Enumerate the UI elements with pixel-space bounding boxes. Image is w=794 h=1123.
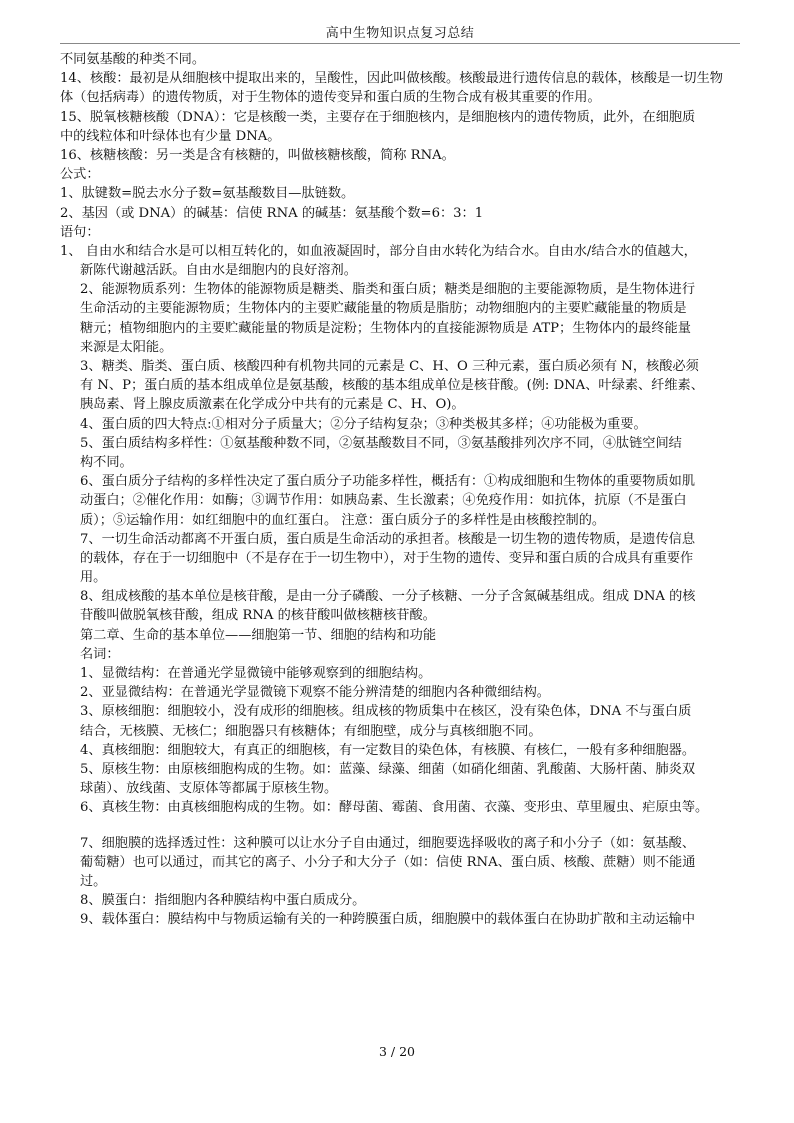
text-line: 第二章、生命的基本单位——细胞第一节、细胞的结构和功能 xyxy=(80,627,437,643)
text-line: 动蛋白；②催化作用：如酶；③调节作用：如胰岛素、生长激素；④免疫作用：如抗体，抗原（不是蛋白 xyxy=(80,493,687,509)
text-line: 14、核酸：最初是从细胞核中提取出来的，呈酸性，因此叫做核酸。核酸最进行遗传信息的载体，核酸是一切生物 xyxy=(60,71,723,87)
text-line: 中的线粒体和叶绿体也有少量 DNA。 xyxy=(60,128,281,144)
text-line: 15、脱氧核糖核酸（DNA）：它是核酸一类，主要存在于细胞核内，是细胞核内的遗传物质，此外，在细胞质 xyxy=(60,109,696,125)
text-line: 质）；⑤运输作用：如红细胞中的血红蛋白。 注意：蛋白质分子的多样性是由核酸控制的。 xyxy=(80,512,606,528)
text-line: 3、糖类、脂类、蛋白质、核酸四种有机物共同的元素是 C、H、O 三种元素，蛋白质必须有 N，核酸必须 xyxy=(80,359,699,374)
text-line: 1、 自由水和结合水是可以相互转化的，如血液凝固时，部分自由水转化为结合水。自由水/结合水的值越大， xyxy=(60,243,697,259)
text-line: 新陈代谢越活跃。自由水是细胞内的良好溶剂。 xyxy=(80,263,357,279)
text-line: 2、亚显微结构：在普通光学显微镜下观察不能分辨清楚的细胞内各种微细结构。 xyxy=(80,685,550,701)
text-line: 8、组成核酸的基本单位是核苷酸，是由一分子磷酸、一分子核糖、一分子含氮碱基组成。组成 DNA 的核 xyxy=(80,589,696,605)
text-line: 的载体，存在于一切细胞中（不是存在于一切生物中），对于生物的遗传、变异和蛋白质的合成具有重要作 xyxy=(80,550,694,566)
text-line: 公式： xyxy=(60,167,100,183)
text-line: 生命活动的主要能源物质；生物体内的主要贮藏能量的物质是脂肪；动物细胞内的主要贮藏能量的物质是 xyxy=(80,301,687,317)
text-line: 糖元；植物细胞内的主要贮藏能量的物质是淀粉；生物体内的直接能源物质是 ATP；生物体内的最终能量 xyxy=(80,320,691,336)
text-line: 语句： xyxy=(60,224,100,240)
paragraph-gap xyxy=(60,818,744,834)
text-line: 体（包括病毒）的遗传物质，对于生物体的遗传变异和蛋白质的生物合成有极其重要的作用。 xyxy=(60,90,601,106)
page-header-title: 高中生物知识点复习总结 xyxy=(325,26,475,41)
text-line: 葡萄糖）也可以通过，而其它的离子、小分子和大分子（如：信使 RNA、蛋白质、核酸、蔗糖）则不能通 xyxy=(80,854,696,870)
page-number: 3 / 20 xyxy=(378,1044,416,1059)
text-line: 名词： xyxy=(80,646,120,662)
text-line: 有 N、P；蛋白质的基本组成单位是氨基酸，核酸的基本组成单位是核苷酸。(例: DNA、叶绿素、纤维素、 xyxy=(80,378,704,394)
text-line: 来源是太阳能。 xyxy=(80,339,173,355)
text-line: 过。 xyxy=(80,873,107,889)
text-line: 苷酸叫做脱氧核苷酸，组成 RNA 的核苷酸叫做核糖核苷酸。 xyxy=(80,608,436,624)
text-line: 8、膜蛋白：指细胞内各种膜结构中蛋白质成分。 xyxy=(80,893,366,909)
text-line: 不同氨基酸的种类不同。 xyxy=(60,52,206,67)
text-line: 5、蛋白质结构多样性：①氨基酸种数不同，②氨基酸数目不同，③氨基酸排列次序不同，④肽链空间结 xyxy=(80,435,682,451)
text-line: 7、细胞膜的选择透过性：这种膜可以让水分子自由通过，细胞要选择吸收的离子和小分子（如：氨基酸、 xyxy=(80,835,696,851)
text-line: 用。 xyxy=(80,570,107,586)
text-line: 球菌）、放线菌、支原体等都属于原核生物。 xyxy=(80,781,338,797)
text-line: 结合，无核膜、无核仁；细胞器只有核糖体；有细胞壁，成分与真核细胞不同。 xyxy=(80,723,542,739)
text-line: 构不同。 xyxy=(80,454,133,470)
text-line: 胰岛素、肾上腺皮质激素在化学成分中共有的元素是 C、H、O)。 xyxy=(80,397,465,413)
text-line: 2、基因（或 DNA）的碱基：信使 RNA 的碱基：氨基酸个数=6：3：1 xyxy=(60,205,484,221)
text-line: 3、原核细胞：细胞较小，没有成形的细胞核。组成核的物质集中在核区，没有染色体，DNA 不与蛋白质 xyxy=(80,704,692,720)
text-line: 5、原核生物：由原核细胞构成的生物。如：蓝藻、绿藻、细菌（如硝化细菌、乳酸菌、大肠杆菌、肺炎双 xyxy=(80,761,696,777)
text-line: 6、蛋白质分子结构的多样性决定了蛋白质分子功能多样性，概括有：①构成细胞和生物体的重要物质如肌 xyxy=(80,474,696,490)
text-line: 6、真核生物：由真核细胞构成的生物。如：酵母菌、霉菌、食用菌、衣藻、变形虫、草里履虫、疟原虫等。 xyxy=(80,800,709,816)
text-line: 2、能源物质系列：生物体的能源物质是糖类、脂类和蛋白质；糖类是细胞的主要能源物质，是生物体进行 xyxy=(80,282,696,298)
text-line: 1、显微结构：在普通光学显微镜中能够观察到的细胞结构。 xyxy=(80,666,432,681)
document-body xyxy=(60,50,744,929)
header-divider xyxy=(60,43,740,44)
text-line: 1、肽键数=脱去水分子数=氨基酸数目—肽链数。 xyxy=(60,186,355,202)
text-line: 7、一切生命活动都离不开蛋白质，蛋白质是生命活动的承担者。核酸是一切生物的遗传物质，是遗传信息 xyxy=(80,531,696,547)
text-line: 16、核糖核酸：另一类是含有核糖的，叫做核糖核酸，简称 RNA。 xyxy=(60,147,455,163)
text-line: 4、真核细胞：细胞较大，有真正的细胞核，有一定数目的染色体，有核膜、有核仁，一般有多种细胞器。 xyxy=(80,742,696,758)
text-line: 9、载体蛋白：膜结构中与物质运输有关的一种跨膜蛋白质，细胞膜中的载体蛋白在协助扩散和主动运输中 xyxy=(80,912,696,928)
text-line: 4、蛋白质的四大特点:①相对分子质量大；②分子结构复杂；③种类极其多样；④功能极为重要。 xyxy=(80,416,647,432)
